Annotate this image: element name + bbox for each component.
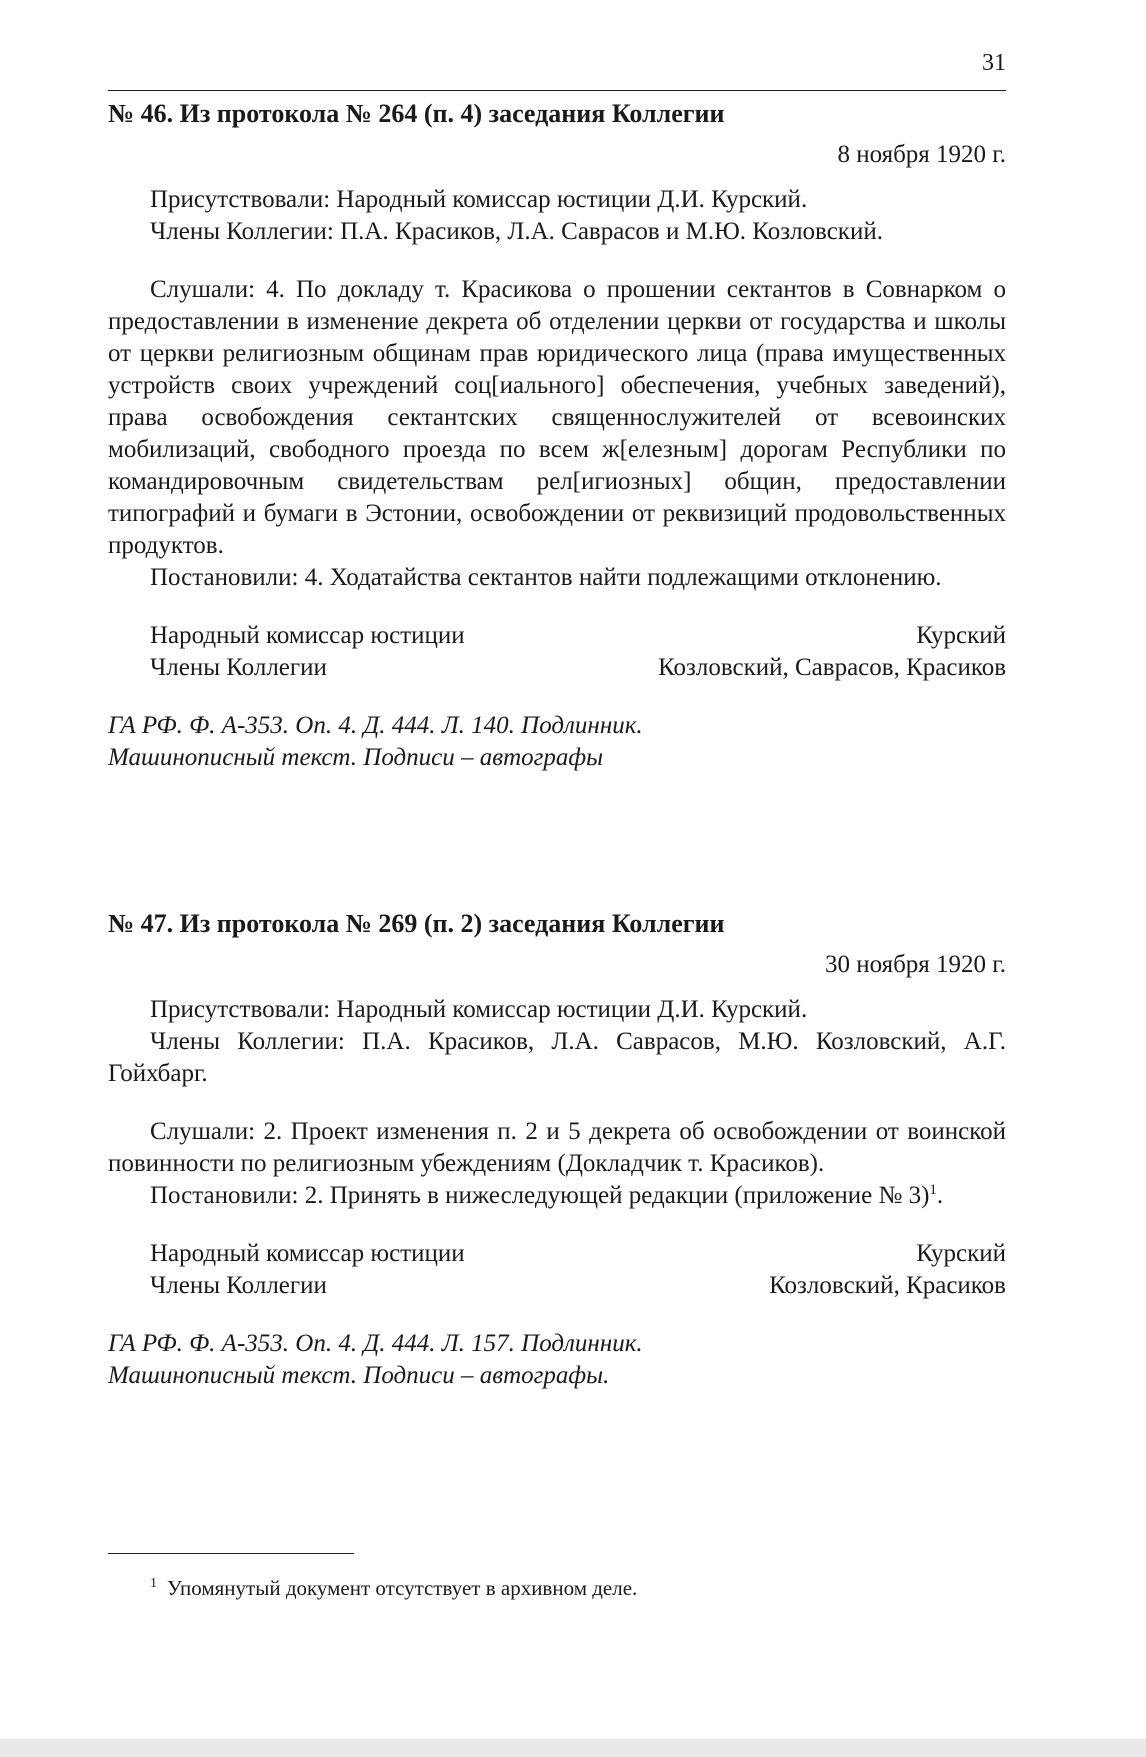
document-47 (108, 908, 1006, 1392)
spacer (108, 1090, 1006, 1116)
signature-label: Члены Коллегии (150, 1272, 327, 1299)
signature-name: Курский (916, 622, 1006, 649)
signature-label: Народный комиссар юстиции (150, 1240, 465, 1267)
document-page (108, 0, 1006, 1757)
signature-name: Козловский, Красиков (769, 1272, 1006, 1299)
doc-46-source-line-1: ГА РФ. Ф. А-353. Оп. 4. Д. 444. Л. 140. Подлинник. (108, 712, 643, 739)
spacer (108, 1212, 1006, 1238)
doc-46-members: Члены Коллегии: П.А. Красиков, Л.А. Саврасов и М.Ю. Козловский. (150, 218, 883, 245)
footnote-mark: 1 (150, 1576, 157, 1591)
signature-label: Члены Коллегии (150, 654, 327, 681)
signature-label: Народный комиссар юстиции (150, 622, 465, 649)
doc-46-present: Присутствовали: Народный комиссар юстиции Д.И. Курский. (150, 186, 808, 213)
doc-46-signature-row-2 (108, 652, 1006, 684)
doc-47-heard: Слушали: 2. Проект изменения п. 2 и 5 декрета об освобождении от воинской повинности по религиозным убеждениям (Докладчик т. Красиков). (108, 1118, 1006, 1177)
signature-name: Курский (916, 1240, 1006, 1267)
signature-name: Козловский, Саврасов, Красиков (658, 654, 1006, 681)
doc-47-decided (108, 1180, 1006, 1212)
doc-47-members: Члены Коллегии: П.А. Красиков, Л.А. Саврасов, М.Ю. Козловский, А.Г. Гойхбарг. (108, 1028, 1006, 1087)
doc-46-heard: Слушали: 4. По докладу т. Красикова о прошении сектантов в Совнарком о предоставлении в изменение декрета об отделении церкви от государства и школы от церкви религиозным общинам прав юридического лица (права имущественных устройств своих учреждений соц[иального] обеспечения, учебных заведений), права освобождения сектантских священнослужителей от всевоинских мобилизаций, свободного проезда по всем ж[елезным] дорогам Республики по командировочным свидетельствам рел[игиозных] общин, предоставлении типографий и бумаги в Эстонии, освобождении от реквизиций продовольственных продуктов. (108, 276, 1006, 559)
footnote (150, 1570, 637, 1602)
doc-47-signature-row-2 (108, 1270, 1006, 1302)
doc-46-signature-row-1 (108, 620, 1006, 652)
doc-46-decided: Постановили: 4. Ходатайства сектантов найти подлежащими отклонению. (150, 564, 942, 591)
spacer (108, 684, 1006, 710)
doc-47-date: 30 ноября 1920 г. (824, 951, 1006, 978)
document-46 (108, 98, 1006, 774)
page-number: 31 (982, 50, 1006, 76)
doc-46-date: 8 ноября 1920 г. (837, 141, 1006, 168)
doc-47-source-line-2: Машинописный текст. Подписи – автографы. (108, 1362, 610, 1389)
scan-edge (0, 1739, 1146, 1757)
decided-end: . (936, 1182, 944, 1209)
doc-47-title: № 47. Из протокола № 269 (п. 2) заседания Коллегии (108, 909, 725, 938)
doc-46-source-line-2: Машинописный текст. Подписи – автографы (108, 744, 604, 771)
spacer (108, 1302, 1006, 1328)
spacer (108, 248, 1006, 274)
header-rule (108, 90, 1006, 91)
doc-46-title: № 46. Из протокола № 264 (п. 4) заседания Коллегии (108, 99, 725, 128)
footnote-rule (108, 1553, 354, 1554)
doc-47-source-line-1: ГА РФ. Ф. А-353. Оп. 4. Д. 444. Л. 157. Подлинник. (108, 1330, 643, 1357)
spacer (108, 594, 1006, 620)
footnote-text: Упомянутый документ отсутствует в архивном деле. (167, 1576, 638, 1600)
footnote-reference: 1 (929, 1182, 937, 1198)
doc-47-present: Присутствовали: Народный комиссар юстиции Д.И. Курский. (150, 996, 808, 1023)
doc-47-signature-row-1 (108, 1238, 1006, 1270)
decided-text: Постановили: 2. Принять в нижеследующей редакции (приложение № 3) (150, 1182, 930, 1209)
